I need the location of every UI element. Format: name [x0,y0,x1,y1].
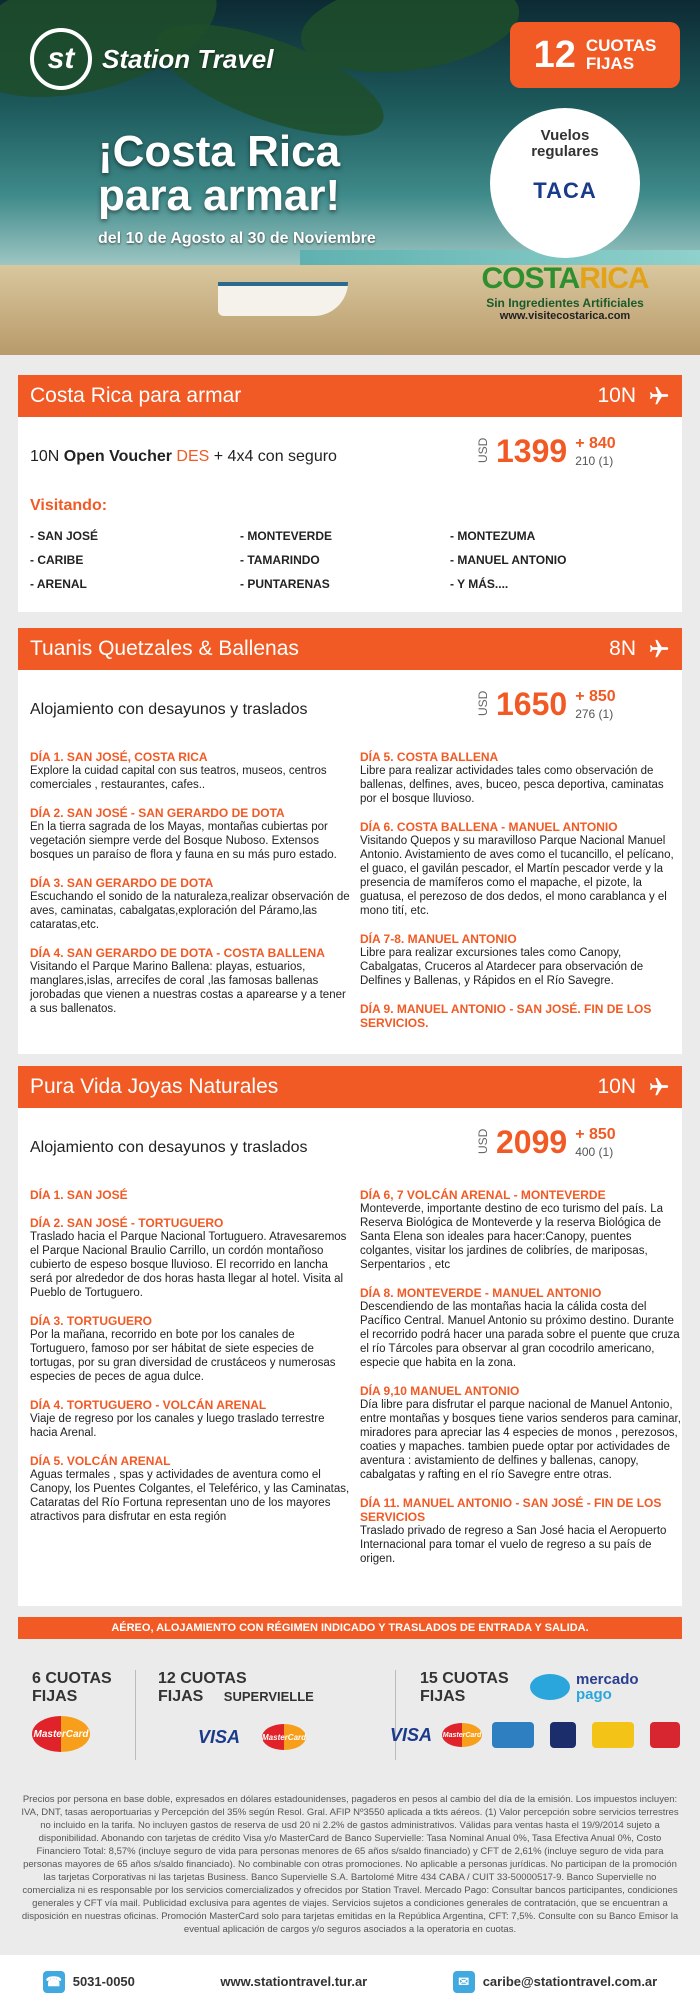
day-text: Libre para realizar actividades tales como observación de ballenas, delfines, aves, buceo, pesca deportiva, caminatas por el bosque lluvioso. [360,765,664,805]
section-header [18,628,682,670]
currency-label: USD [476,1128,490,1154]
airplane-icon [648,1076,670,1098]
itinerary-left [30,750,352,1044]
day-title: DÍA 6. COSTA BALLENA - MANUEL ANTONIO [360,820,618,834]
email-address[interactable]: caribe@stationtravel.com.ar [482,1974,658,1989]
mastercard-logo: MasterCard [262,1724,306,1750]
day-title: DÍA 5. COSTA BALLENA [360,750,499,764]
offer-row [18,417,682,497]
day-text: Día libre para disfrutar el parque nacional de Manuel Antonio, entre montañas y bosques tiene varios senderos para caminar, miradores para apreciar las 4 especies de monos , perezosos, coaties y mapaches. tambien puede optar por actividades de aventura : avistamiento de delfines y ballenas, canopy, cabalgatas y rafting en el río Savegre entre otras. [360,1399,681,1481]
day-text: Libre para realizar excursiones tales como Canopy, Cabalgatas, Cruceros al Atardecer para observación de Delfines y Ballenas, y Rápidos en el Río Savegre. [360,947,644,987]
nights-label: 10N [597,384,636,407]
place-item: - SAN JOSÉ [30,529,99,543]
day-text: Explore la cuidad capital con sus teatros, museos, centros comerciales , restaurantes, cafes.. [30,765,327,791]
section-header [18,1066,682,1108]
cr-logo-b: RICA [579,262,649,295]
payment-12-cuotas [158,1670,314,1750]
day-title: DÍA 6, 7 VOLCÁN ARENAL - MONTEVERDE [360,1188,606,1202]
boat-image [218,282,348,316]
vuelos-line2: regulares [531,143,599,160]
cr-url[interactable]: www.visitecostarica.com [499,310,631,322]
supervielle-logo: SUPERVIELLE [223,1689,314,1704]
offer-bold: Open Voucher [63,448,172,465]
price-block [472,1124,616,1161]
itinerary-day [360,820,682,918]
payment-cards [390,1722,686,1748]
offer-row [18,670,682,750]
itinerary-day [30,946,352,1016]
cr-tagline: Sin Ingredientes Artificiales [486,296,644,310]
payment-l2: FIJAS [158,1688,204,1705]
itinerary-right [360,1188,682,1580]
price-taxes: + 850 [575,688,616,705]
day-text: Descendiendo de las montañas hacia la cálida costa del Pacífico Central. Manuel Antonio su próximo destino. Durante el recorrido podrá hacer una parada sobre el puente que cruza el río Tárcoles para observar al gran cocodrilo americano, especie que habita en la zona. [360,1301,680,1369]
package-pura-vida [18,1066,682,1606]
place-item: - ARENAL [30,577,87,591]
price-value: 1650 [496,686,568,722]
itinerary-right [360,750,682,1044]
day-title: DÍA 3. SAN GERARDO DE DOTA [30,876,214,890]
price-value: 2099 [496,1124,568,1160]
itinerary-day [360,1188,682,1272]
payment-label [32,1670,112,1706]
nights-label: 8N [609,637,636,660]
email-contact[interactable] [453,1971,658,1993]
place-item: - TAMARINDO [240,553,320,567]
place-item: - MONTEZUMA [450,529,536,543]
day-title: DÍA 7-8. MANUEL ANTONIO [360,932,517,946]
amex-icon [492,1722,534,1748]
payment-l2: FIJAS [420,1688,466,1705]
visa-logo: VISA [198,1726,241,1747]
itinerary-day [30,750,352,792]
cuotas-text-1: CUOTAS [585,36,657,55]
section-nights [597,384,670,408]
itinerary [18,750,682,1044]
section-title: Tuanis Quetzales & Ballenas [30,637,299,660]
day-title: DÍA 9,10 MANUEL ANTONIO [360,1384,520,1398]
naranja-icon [592,1722,634,1748]
payment-label [158,1670,314,1706]
headline-line1: ¡Costa Rica [98,127,341,176]
price-perception: 276 (1) [575,707,614,721]
price-block [472,433,616,470]
cuotas-text-2: FIJAS [585,54,635,73]
itinerary-day [30,1454,352,1524]
price-extras [575,688,615,721]
payment-6-cuotas [32,1670,112,1752]
included-services-banner: AÉREO, ALOJAMIENTO CON RÉGIMEN INDICADO Y TRASLADOS DE ENTRADA Y SALIDA. [18,1617,682,1639]
mp-text-2: pago [576,1686,612,1703]
day-title: DÍA 8. MONTEVERDE - MANUEL ANTONIO [360,1286,602,1300]
day-title: DÍA 2. SAN JOSÉ - SAN GERARDO DE DOTA [30,806,285,820]
itinerary-day [360,932,682,988]
itinerary-day [30,806,352,862]
vuelos-line1: Vuelos [540,127,590,144]
itinerary-day [30,1398,352,1440]
day-text: Monteverde, importante destino de eco turismo del país. La Reserva Biológica de Monteverde y la reserva Biológica de Santa Elena son ideales para hacer:Canopy, puentes colgantes, visitar los jardines de colibríes, de mariposas, Serpentarios , etc [360,1203,664,1271]
day-title: DÍA 4. SAN GERARDO DE DOTA - COSTA BALLENA [30,946,325,960]
payment-l1: 15 CUOTAS [420,1670,509,1687]
package-costa-rica-para-armar [18,375,682,612]
day-title: DÍA 9. MANUEL ANTONIO - SAN JOSÉ. FIN DE LOS SERVICIOS. [360,1002,652,1030]
mercadopago-logo [530,1672,690,1702]
day-text: Escuchando el sonido de la naturaleza,realizar observación de aves, caminatas, cabalgatas,exploración del Páramo,las cataratas,etc. [30,891,350,931]
mastercard-logo: MasterCard [442,1723,482,1747]
package-tuanis-quetzales [18,628,682,1054]
payment-options [0,1652,700,1772]
itinerary-left [30,1188,352,1580]
phone-number[interactable]: 5031-0050 [72,1974,135,1989]
offer-description [30,448,337,466]
cr-logo-wordmark [470,262,660,296]
price-taxes: + 850 [575,1126,616,1143]
hero-banner [0,0,700,355]
cr-logo-a: COSTA [481,262,580,295]
visa-logo: VISA [390,1724,433,1745]
day-text: Visitando Quepos y su maravilloso Parque Nacional Manuel Antonio. Avistamiento de aves como el tucancillo, el pelícano, el guaco, el gavilán pescador, el Martín pescador verde y la presencia de mamíferos como el mapache, el pizote, la guatusa, el perezoso de dos dedos, el mono carablanca y el mono tití, etc. [360,835,674,917]
mp-text-1: mercado [576,1671,639,1688]
price-block [472,686,616,723]
phone-contact[interactable] [43,1971,135,1993]
handshake-icon [530,1674,570,1700]
itinerary-day [360,750,682,806]
day-title: DÍA 2. SAN JOSÉ - TORTUGUERO [30,1216,224,1230]
offer-description: Alojamiento con desayunos y traslados [30,701,308,718]
taca-logo: TACA [533,178,597,203]
place-item: - MANUEL ANTONIO [450,553,567,567]
places-list [18,515,682,591]
airplane-icon [648,385,670,407]
headline [98,127,341,220]
price-extras [575,435,615,468]
itinerary-day [360,1286,682,1370]
headline-line2: para armar! [98,171,341,220]
itinerary-day [360,1384,682,1482]
currency-label: USD [476,437,490,463]
payment-l1: 6 CUOTAS [32,1670,112,1687]
station-travel-logo[interactable] [30,28,273,90]
legal-text: Precios por persona en base doble, expresados en dólares estadounidenses, pagaderos en pesos al cambio del día de la emisión. Los impuestos incluyen: IVA, DNT, tasas aeroportuarias y Percepción del 35% según Resol. Gral. AFIP Nº3550 aplicada a tkts aéreos. (1) Valor percepción sobre servicios terrestres no incluido en la tarifa. No incluyen gastos de reserva de usd 20 ni 2.2% de gastos administrativos. Válidas para ventas hasta el 19/9/2014 sujeto a disponibilidad. Abonando con tarjetas de crédito Visa y/o MasterCard de Banco Supervielle: Tasa Nominal Anual 0%, Tasa Efectiva Anual 0%, Costo Financiero Total: 8,57% (incluye seguro de vida para personas menores de 65 años s/saldo financiado) y CFT de 2,61% (incluye seguro de vida para personas mayores de 65 años s/saldo financiado). No combinable con otras promociones. No aplicable a personas jurídicas. No participan de la promoción las tarjetas Corporativas ni las tarjetas Business. Banco Supervielle S.A. Bartolomé Mitre 434 CABA / CUIT 33-50000517-9. Banco Supervielle no comercializa ni es responsable por los servicios comercializados y ofrecidos por Station Travel. Mercado Pago: Consultar bancos participantes, condiciones generales y CFT vía mail. Publicidad exclusiva para agentes de viajes. Servicios sujetos a condiciones generales de contratación, que se encuentran a disposición en nuestras oficinas. Promoción MasterCard solo para tarjetas emitidas en la República Argentina, CFT: 7,5%. Consulte con su Banco Emisor la eventual aplicación de cargos y/o seguros asociados a la operatoria en cuotas. [21,1794,679,1935]
day-text: Traslado privado de regreso a San José hacia el Aeropuerto Internacional para tomar el vuelo de regreso a su país de origen. [360,1525,667,1565]
day-text: Por la mañana, recorrido en bote por los canales de Tortuguero, famoso por ser hábitat de siete especies de tortugas, por su gran diversidad de crustáceos y numerosas especies de peces de agua dulce. [30,1329,336,1383]
cuotas-text [586,37,657,73]
currency-label: USD [476,690,490,716]
website-url[interactable]: www.stationtravel.tur.ar [220,1974,368,1989]
cuotas-number: 12 [533,33,576,76]
place-item: - PUNTARENAS [240,577,330,591]
offer-description: Alojamiento con desayunos y traslados [30,1139,308,1156]
section-nights [609,637,670,661]
divider [135,1670,136,1760]
section-nights [597,1075,670,1099]
day-title: DÍA 1. SAN JOSÉ, COSTA RICA [30,750,208,764]
email-icon: ✉ [453,1971,475,1993]
place-item: - MONTEVERDE [240,529,333,543]
section-title: Costa Rica para armar [30,384,242,407]
place-item: - Y MÁS.... [450,577,509,591]
mercadopago-text [576,1672,639,1702]
section-title: Pura Vida Joyas Naturales [30,1075,279,1098]
itinerary-day [360,1002,682,1030]
offer-suffix: + 4x4 con seguro [209,448,337,465]
cabal-icon [550,1722,576,1748]
itinerary-day [30,1314,352,1384]
itinerary-day [360,1496,682,1566]
logo-mark: st [30,28,92,90]
itinerary-day [30,1188,352,1202]
itinerary-day [30,876,352,932]
promo-dates: del 10 de Agosto al 30 de Noviembre [98,230,376,247]
price-perception: 210 (1) [575,454,614,468]
contact-footer [0,1955,700,2008]
price-taxes: + 840 [575,435,616,452]
nights-label: 10N [597,1075,636,1098]
vuelos-label [490,128,640,160]
offer-row [18,1108,682,1188]
vuelos-regulares-badge [490,108,640,258]
website-link[interactable] [220,1974,367,1989]
mastercard-logo: MasterCard [32,1716,90,1752]
itinerary-day [30,1216,352,1300]
price-perception: 400 (1) [575,1145,614,1159]
place-item: - CARIBE [30,553,84,567]
payment-cards [198,1724,314,1750]
price-value: 1399 [496,433,568,469]
phone-icon: ☎ [43,1971,65,1993]
payment-l2: FIJAS [32,1688,78,1705]
payment-15-cuotas [390,1670,686,1748]
day-text: Visitando el Parque Marino Ballena: playas, estuarios, manglares,islas, arrecifes de coral ,las famosas ballenas jorobadas que vienen a nuestras costas a aparearse y a tener a sus ballenatos. [30,961,346,1015]
airplane-icon [648,638,670,660]
argencard-icon [650,1722,680,1748]
itinerary [18,1188,682,1580]
section-header [18,375,682,417]
offer-des: DES [171,448,210,465]
day-title: DÍA 4. TORTUGUERO - VOLCÁN ARENAL [30,1398,267,1412]
visiting-title: Visitando: [30,497,108,514]
day-title: DÍA 1. SAN JOSÉ [30,1188,128,1202]
cuotas-badge [510,22,680,88]
day-text: Aguas termales , spas y actividades de aventura como el Canopy, los Puentes Colgantes, el Teleférico, y las Caminatas, Cataratas del Río Fortuna representan uno de los mayores atractivos para disfrutar en esta región [30,1469,350,1523]
logo-text: Station Travel [102,43,274,74]
offer-prefix: 10N [30,448,64,465]
day-text: En la tierra sagrada de los Mayas, montañas cubiertas por vegetación siempre verde del Bosque Nuboso. Extensos bosques un paraíso de flora y fauna en su más puro estado. [30,821,337,861]
price-extras [575,1126,615,1159]
day-text: Traslado hacia el Parque Nacional Tortuguero. Atravesaremos el Parque Nacional Braulio Carrillo, un cordón montañoso cubierto de espeso bosque lluvioso. El recorrido en lancha será por alrededor de dos horas hasta llegar al hotel. Visita al Pueblo de Tortuguero. [30,1231,347,1299]
payment-l1: 12 CUOTAS [158,1670,247,1687]
day-title: DÍA 5. VOLCÁN ARENAL [30,1454,171,1468]
costa-rica-logo[interactable] [470,262,660,322]
day-text: Viaje de regreso por los canales y luego traslado terrestre hacia Arenal. [30,1413,325,1439]
day-title: DÍA 11. MANUEL ANTONIO - SAN JOSÉ - FIN DE LOS SERVICIOS [360,1496,662,1524]
day-title: DÍA 3. TORTUGUERO [30,1314,153,1328]
